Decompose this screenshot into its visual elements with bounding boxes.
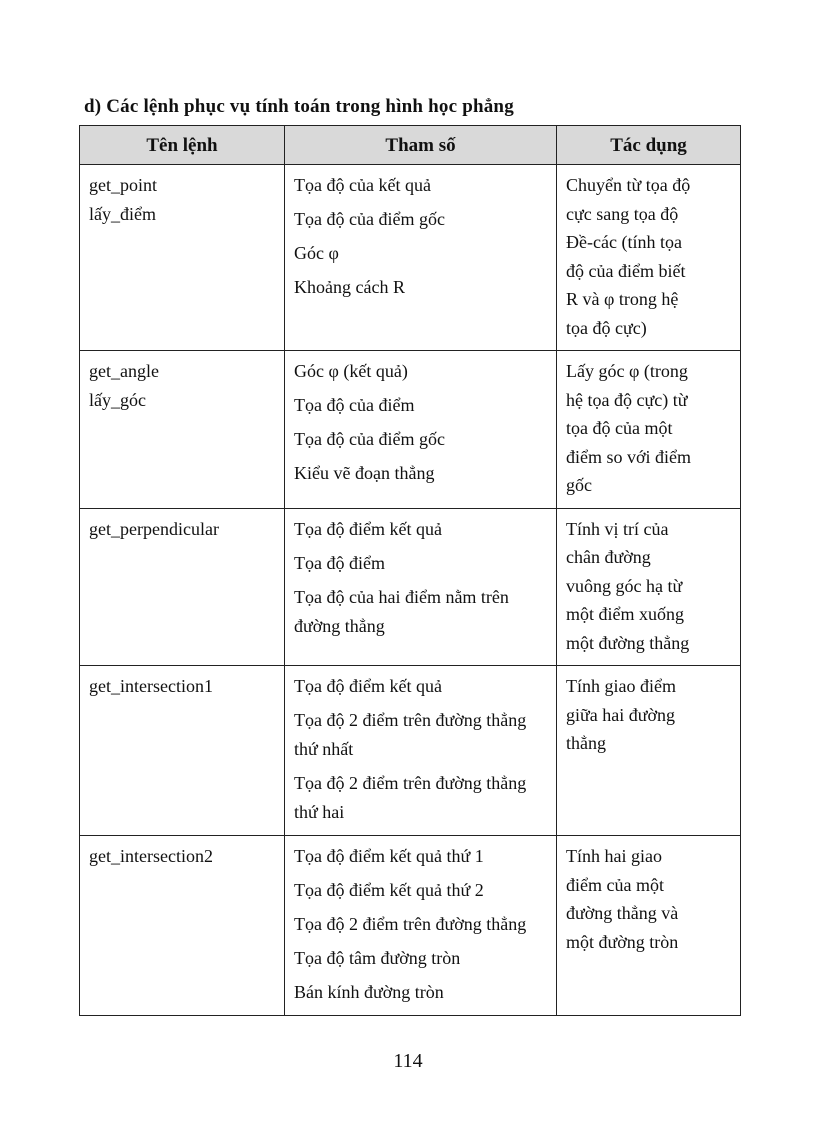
command-alias: lấy_góc: [89, 390, 146, 410]
effect-line: Tính giao điểm: [566, 676, 676, 696]
effect-line: độ của điểm biết: [566, 260, 686, 281]
parameter-item: Tọa độ điểm kết quả thứ 1: [294, 846, 484, 866]
table-row: [80, 836, 741, 1016]
parameter-item: Tọa độ của kết quả: [294, 175, 431, 195]
table-row: [80, 165, 741, 351]
command-name-cell: [80, 666, 285, 836]
parameter-item: Khoảng cách R: [294, 277, 405, 297]
parameter-item: Tọa độ của điểm gốc: [294, 429, 445, 449]
effect-line: cực sang tọa độ: [566, 203, 679, 224]
effect-cell: [557, 351, 741, 509]
parameter-item: Tọa độ điểm kết quả: [294, 518, 442, 539]
parameter-item: Tọa độ điểm: [294, 552, 385, 573]
effect-cell: [557, 165, 741, 351]
parameters-cell: [285, 165, 557, 351]
effect-cell: [557, 666, 741, 836]
command-name: get_intersection1: [89, 676, 213, 696]
effect-line: một đường tròn: [566, 931, 679, 952]
effect-line: điểm so với điểm: [566, 446, 692, 467]
effect-cell: [557, 508, 741, 666]
effect-line: giữa hai đường: [566, 704, 676, 725]
command-alias: lấy_điểm: [89, 204, 156, 224]
parameter-item: Tọa độ 2 điểm trên đường thẳng thứ hai: [294, 773, 527, 822]
command-name: get_angle: [89, 361, 159, 381]
command-name-cell: [80, 351, 285, 509]
parameters-cell: [285, 666, 557, 836]
page-number: 114: [393, 1050, 423, 1072]
parameter-item: Kiểu vẽ đoạn thẳng: [294, 463, 435, 483]
parameter-item: Tọa độ của điểm: [294, 395, 415, 415]
command-name: get_perpendicular: [89, 518, 219, 539]
effect-line: thẳng: [566, 733, 606, 753]
effect-cell: [557, 836, 741, 1016]
table-row: [80, 351, 741, 509]
parameter-item: Tọa độ của điểm gốc: [294, 209, 445, 229]
parameter-item: Tọa độ điểm kết quả: [294, 676, 442, 696]
parameter-item: Tọa độ 2 điểm trên đường thẳng: [294, 914, 527, 934]
parameter-item: Tọa độ tâm đường tròn: [294, 948, 461, 968]
table-row: [80, 666, 741, 836]
parameters-cell: [285, 508, 557, 666]
effect-line: đường thẳng và: [566, 903, 679, 923]
effect-line: tọa độ của một: [566, 418, 673, 438]
parameters-cell: [285, 836, 557, 1016]
parameter-item: Tọa độ của hai điểm nằm trên đường thẳng: [294, 586, 509, 636]
effect-line: Đề-các (tính tọa: [566, 232, 682, 252]
effect-line: Tính vị trí của: [566, 518, 669, 539]
command-name: get_point: [89, 175, 157, 195]
command-name-cell: [80, 508, 285, 666]
header-effect: Tác dụng: [557, 126, 741, 165]
effect-line: tọa độ cực): [566, 317, 647, 338]
command-name-cell: [80, 836, 285, 1016]
parameter-item: Bán kính đường tròn: [294, 982, 444, 1002]
parameter-item: Tọa độ điểm kết quả thứ 2: [294, 880, 484, 900]
effect-line: Chuyển từ tọa độ: [566, 175, 691, 195]
parameters-cell: [285, 351, 557, 509]
section-heading: d) Các lệnh phục vụ tính toán trong hình học phẳng: [84, 96, 514, 117]
effect-line: chân đường: [566, 547, 651, 567]
command-name-cell: [80, 165, 285, 351]
effect-line: vuông góc hạ từ: [566, 575, 683, 596]
header-command-name: Tên lệnh: [80, 126, 285, 165]
effect-line: điểm của một: [566, 874, 664, 895]
table-header-row: [80, 126, 741, 165]
parameter-item: Góc φ: [294, 243, 339, 263]
header-parameters: Tham số: [285, 126, 557, 165]
effect-line: Lấy góc φ (trong: [566, 361, 688, 381]
effect-line: một điểm xuống: [566, 604, 684, 624]
parameter-item: Tọa độ 2 điểm trên đường thẳng thứ nhất: [294, 710, 527, 759]
effect-line: hệ tọa độ cực) từ: [566, 389, 688, 410]
command-name: get_intersection2: [89, 846, 213, 866]
parameter-item: Góc φ (kết quả): [294, 361, 408, 381]
effect-line: R và φ trong hệ: [566, 289, 679, 309]
table-row: [80, 508, 741, 666]
effect-line: một đường thẳng: [566, 632, 690, 653]
effect-line: gốc: [566, 475, 592, 495]
command-table: [79, 125, 741, 1016]
effect-line: Tính hai giao: [566, 846, 662, 866]
